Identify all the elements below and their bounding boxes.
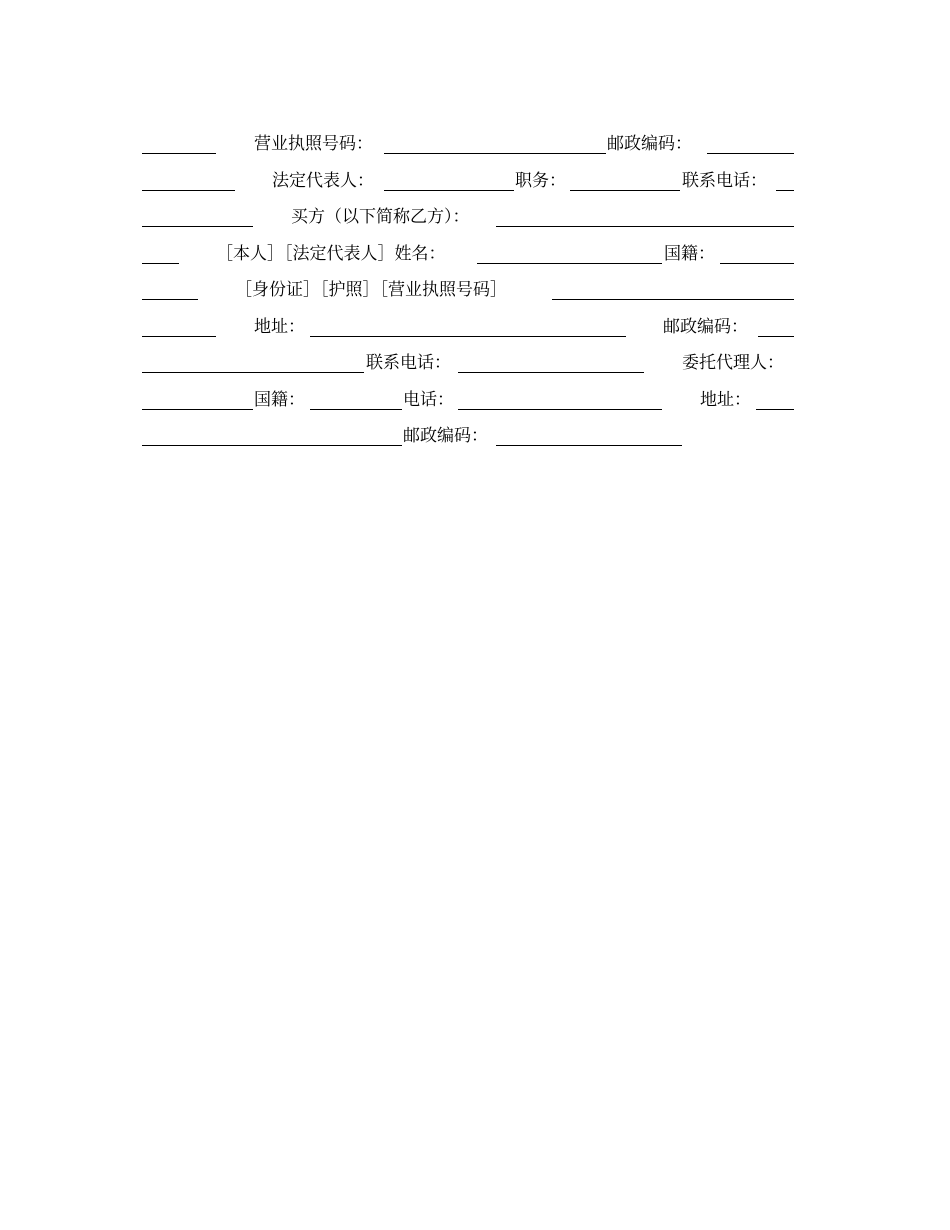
blank-field[interactable] [552,299,794,300]
blank-field[interactable] [142,299,198,300]
form-line-address [142,309,794,346]
blank-field[interactable] [477,263,662,264]
label-id-passport-license: ［身份证］［护照］［营业执照号码］ [235,280,507,300]
label-business-license-number: 营业执照号码： [254,134,373,154]
label-authorized-agent: 委托代理人： [682,353,784,373]
form-line-agent-postal [142,418,794,455]
blank-field[interactable] [142,336,216,337]
blank-field[interactable] [310,409,402,410]
form-line-agent-details [142,382,794,419]
label-postal-code: 邮政编码： [607,134,692,154]
label-postal-code: 邮政编码： [663,316,748,337]
blank-field[interactable] [310,336,626,337]
blank-field[interactable] [720,263,794,264]
form-line-id-document [142,272,794,309]
label-nationality: 国籍： [664,243,715,264]
label-address: 地址： [254,316,305,337]
blank-field[interactable] [142,372,364,373]
document-body [142,126,794,455]
label-self-legal-rep-name: ［本人］［法定代表人］姓名： [216,243,446,264]
blank-field[interactable] [756,409,794,410]
label-legal-representative: 法定代表人： [272,170,374,191]
blank-field[interactable] [142,445,402,446]
label-buyer-party-b: 买方（以下简称乙方）： [291,207,470,227]
blank-field[interactable] [496,226,794,227]
label-contact-phone: 联系电话： [682,170,767,191]
label-nationality: 国籍： [254,389,305,410]
blank-field[interactable] [384,153,606,154]
label-address: 地址： [700,389,751,410]
label-contact-phone: 联系电话： [366,353,451,373]
label-position: 职务： [515,170,566,191]
form-line-buyer [142,199,794,236]
blank-field[interactable] [758,336,794,337]
form-line-name [142,236,794,273]
form-line-contact-agent [142,345,794,382]
label-phone: 电话： [403,389,454,410]
blank-field[interactable] [458,409,662,410]
blank-field[interactable] [707,153,794,154]
label-postal-code: 邮政编码： [403,426,488,446]
blank-field[interactable] [570,190,680,191]
form-line-legal-representative [142,163,794,200]
form-line-business-license [142,126,794,163]
blank-field[interactable] [384,190,514,191]
blank-field[interactable] [142,190,235,191]
blank-field[interactable] [458,372,644,373]
blank-field[interactable] [142,263,179,264]
blank-field[interactable] [776,190,794,191]
blank-field[interactable] [142,226,253,227]
blank-field[interactable] [142,409,253,410]
blank-field[interactable] [142,153,216,154]
blank-field[interactable] [496,445,682,446]
